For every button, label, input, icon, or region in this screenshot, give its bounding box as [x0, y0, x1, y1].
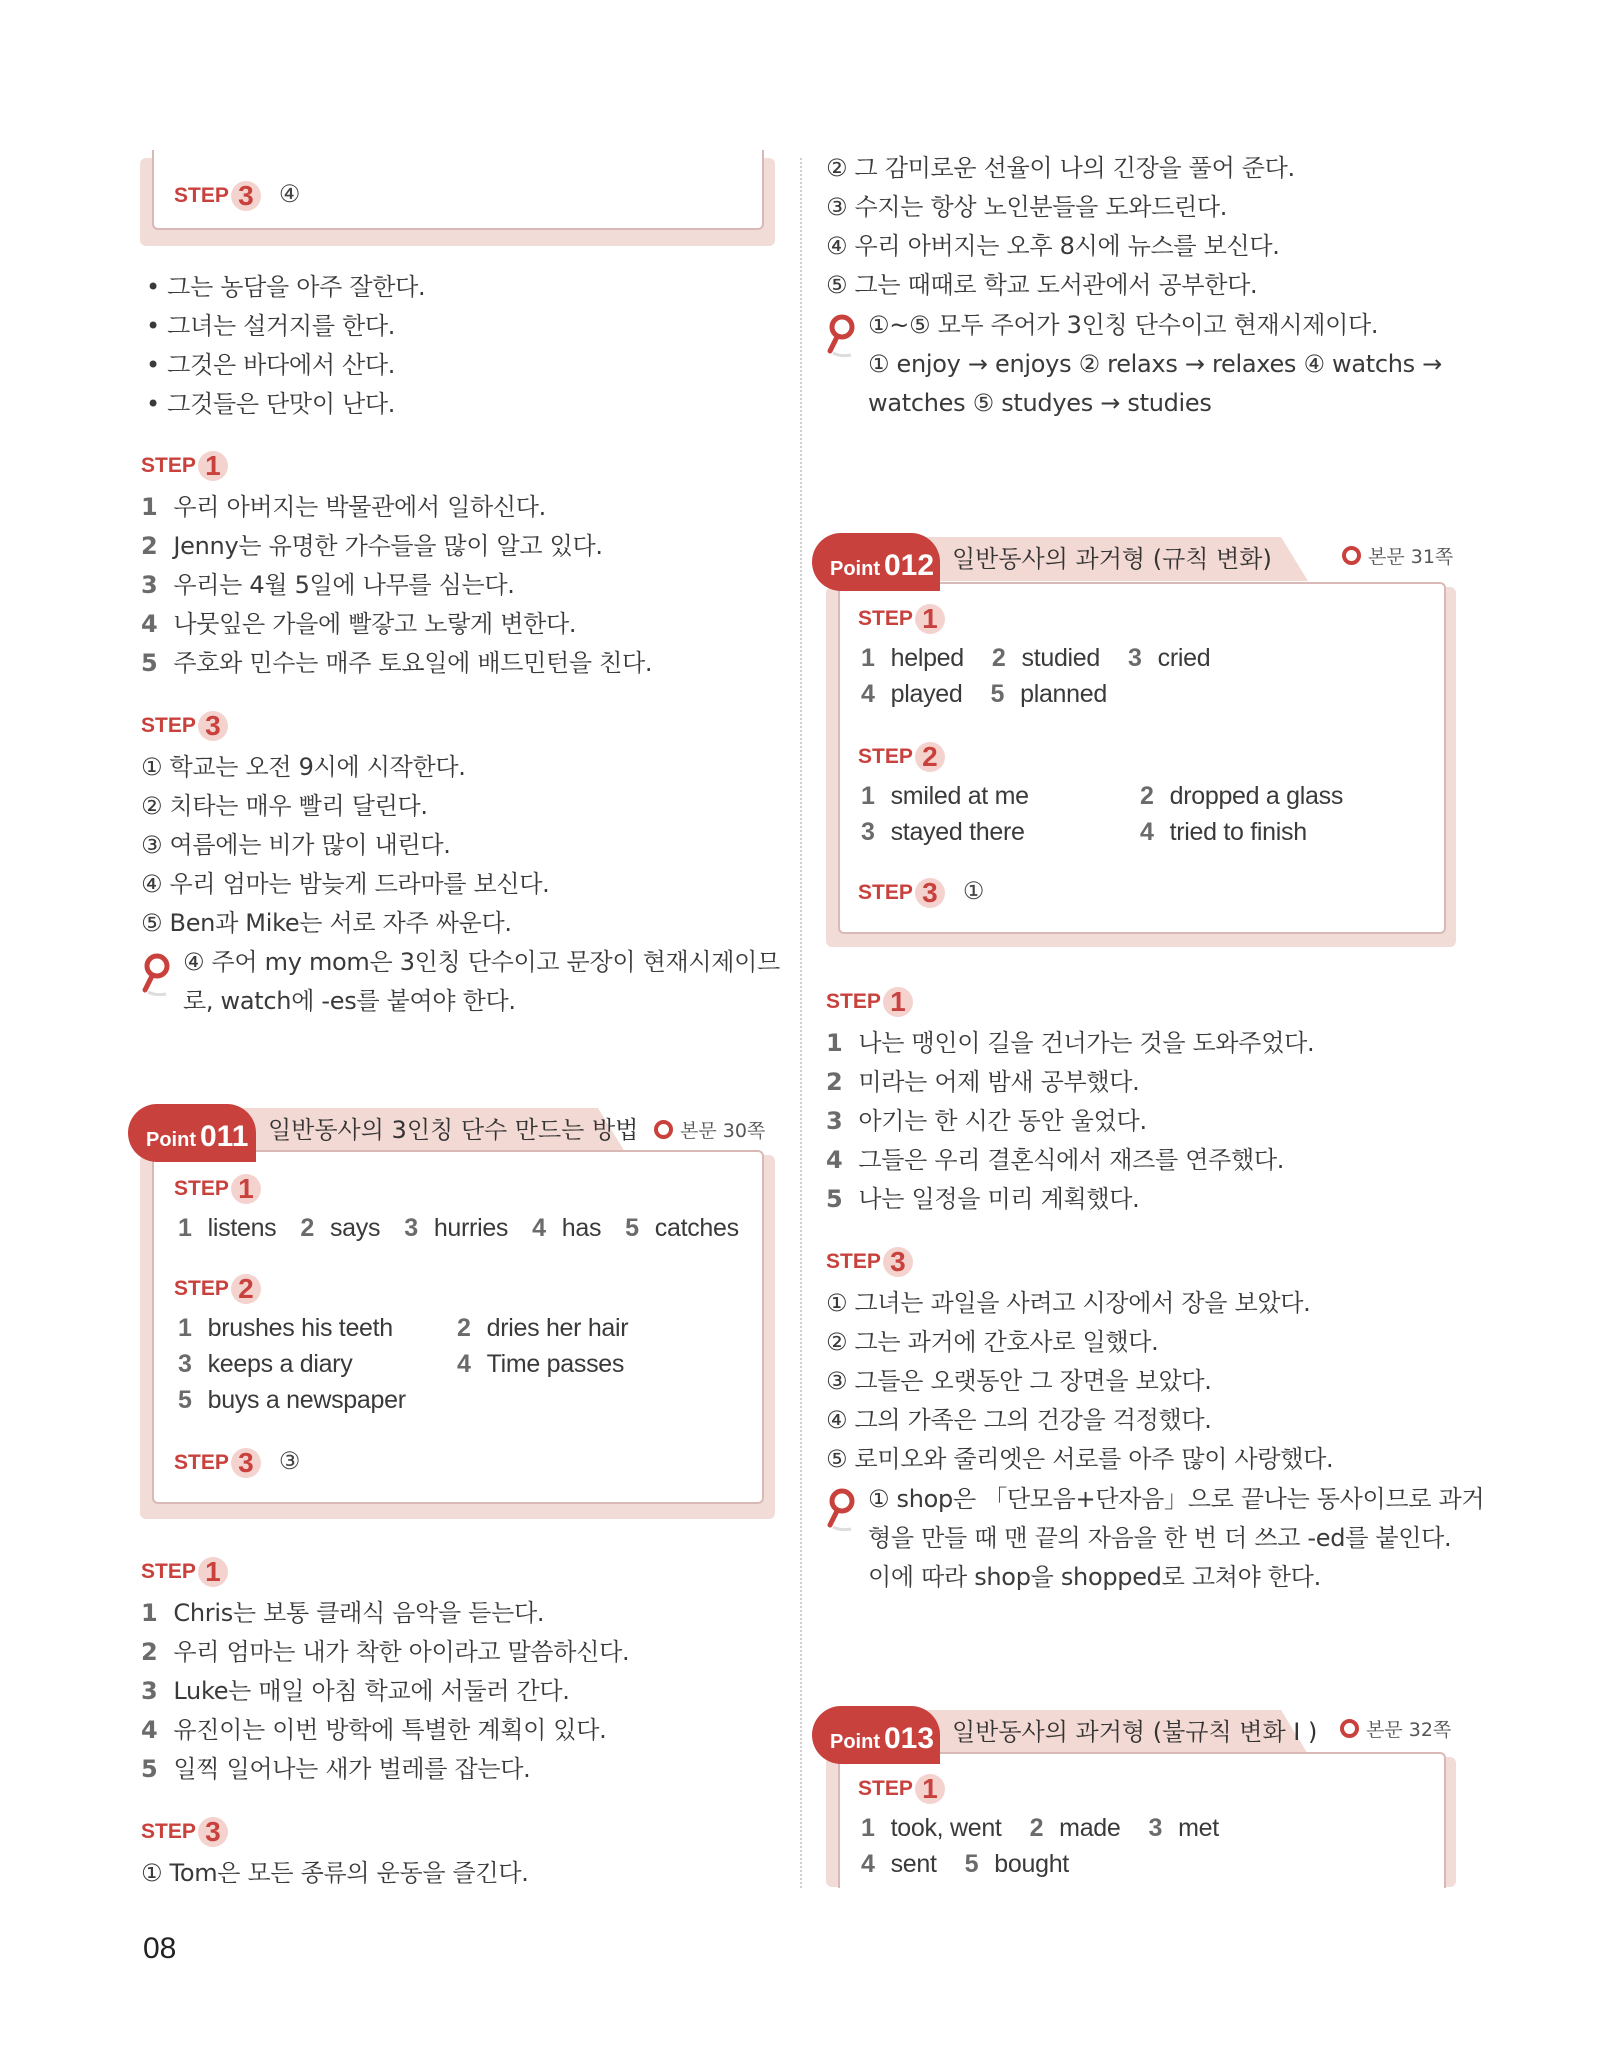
bullet-item: • 그녀는 설거지를 한다.	[146, 312, 396, 340]
step-heading: STEP 3	[826, 1245, 913, 1279]
bullet-ring-icon	[1340, 1719, 1359, 1738]
answer-item: 2 dropped a glass	[1140, 782, 1344, 810]
answer-row: 1 took, went 2 made 3 met	[861, 1814, 1219, 1842]
answer-item: 2 dries her hair	[457, 1314, 629, 1342]
list-item: 3 Luke는 매일 아침 학교에 서둘러 간다.	[141, 1677, 570, 1705]
magnifier-icon	[825, 313, 859, 359]
list-item: ⑤ Ben과 Mike는 서로 자주 싸운다.	[141, 909, 512, 937]
list-item: 1 Chris는 보통 클래식 음악을 듣는다.	[141, 1599, 545, 1627]
list-item: 2 미라는 어제 밤새 공부했다.	[826, 1068, 1140, 1096]
list-item: ⑤ 로미오와 줄리엣은 서로를 아주 많이 사랑했다.	[826, 1445, 1334, 1473]
explanation-line: ①~⑤ 모두 주어가 3인칭 단수이고 현재시제이다.	[868, 311, 1379, 339]
step-heading: STEP 2	[174, 1272, 261, 1306]
step-heading: STEP 1	[141, 1555, 228, 1589]
answer-row: 4 played 5 planned	[861, 680, 1107, 708]
step-heading: STEP 3 ①	[858, 877, 985, 909]
answer-item: 5 buys a newspaper	[178, 1386, 406, 1414]
magnifier-icon	[140, 952, 174, 998]
answer-item: 3 keeps a diary	[178, 1350, 353, 1378]
page-reference: 본문 31쪽	[1342, 542, 1453, 572]
point-badge: Point 012	[812, 533, 940, 591]
list-item: ③ 그들은 오랫동안 그 장면을 보았다.	[826, 1367, 1212, 1395]
step-heading: STEP 1	[858, 1772, 945, 1806]
explanation-line: ① enjoy → enjoys ② relaxs → relaxes ④ watchs →	[868, 350, 1442, 378]
answer-value: ③	[278, 1448, 301, 1475]
list-item: 2 Jenny는 유명한 가수들을 많이 알고 있다.	[141, 532, 603, 560]
list-item: ① 학교는 오전 9시에 시작한다.	[141, 753, 466, 781]
step-heading: STEP 1	[826, 985, 913, 1019]
step-heading: STEP 3 ③	[174, 1447, 301, 1479]
list-item: ④ 우리 엄마는 밤늦게 드라마를 보신다.	[141, 870, 550, 898]
explanation-line: 로, watch에 -es를 붙여야 한다.	[183, 987, 516, 1015]
list-item: 3 아기는 한 시간 동안 울었다.	[826, 1107, 1147, 1135]
list-item: ① 그녀는 과일을 사려고 시장에서 장을 보았다.	[826, 1289, 1311, 1317]
answer-item: 1 brushes his teeth	[178, 1314, 393, 1342]
list-item: 4 나뭇잎은 가을에 빨갛고 노랗게 변한다.	[141, 610, 577, 638]
answer-row: 1 helped 2 studied 3 cried	[861, 644, 1211, 672]
bullet-ring-icon	[654, 1120, 673, 1139]
answer-row: 4 sent 5 bought	[861, 1850, 1069, 1878]
list-item: 3 우리는 4월 5일에 나무를 심는다.	[141, 571, 515, 599]
list-item: ① Tom은 모든 종류의 운동을 즐긴다.	[141, 1859, 529, 1887]
bullet-ring-icon	[1342, 546, 1361, 565]
explanation-line: watches ⑤ studyes → studies	[868, 389, 1212, 417]
step-heading: STEP 3	[141, 1815, 228, 1849]
explanation-line: 이에 따라 shop을 shopped로 고쳐야 한다.	[868, 1563, 1321, 1591]
answer-item: 1 smiled at me	[861, 782, 1029, 810]
page-cut-mask	[820, 1888, 1470, 1928]
list-item: 4 그들은 우리 결혼식에서 재즈를 연주했다.	[826, 1146, 1285, 1174]
list-item: ④ 우리 아버지는 오후 8시에 뉴스를 보신다.	[826, 232, 1280, 260]
step-heading: STEP 3	[141, 709, 228, 743]
list-item: 4 유진이는 이번 방학에 특별한 계획이 있다.	[141, 1716, 607, 1744]
answer-value: ④	[278, 181, 301, 208]
list-item: ② 치타는 매우 빨리 달린다.	[141, 792, 428, 820]
step-label: STEP 3 ④	[174, 180, 301, 212]
point-title: 일반동사의 과거형 (규칙 변화)	[952, 545, 1272, 573]
explanation-line: ④ 주어 my mom은 3인칭 단수이고 문장이 현재시제이므	[183, 948, 780, 976]
column-divider	[800, 158, 802, 1888]
list-item: ③ 여름에는 비가 많이 내린다.	[141, 831, 451, 859]
list-item: ③ 수지는 항상 노인분들을 도와드린다.	[826, 193, 1228, 221]
answer-item: 3 stayed there	[861, 818, 1025, 846]
bullet-item: • 그것들은 단맛이 난다.	[146, 390, 396, 418]
page-number: 08	[143, 1932, 177, 1965]
point-badge: Point 013	[812, 1706, 940, 1764]
list-item: ④ 그의 가족은 그의 건강을 걱정했다.	[826, 1406, 1212, 1434]
point-title: 일반동사의 3인칭 단수 만드는 방법	[268, 1116, 639, 1144]
step-heading: STEP 1	[141, 449, 228, 483]
list-item: ⑤ 그는 때때로 학교 도서관에서 공부한다.	[826, 271, 1258, 299]
list-item: 5 일찍 일어나는 새가 벌레를 잡는다.	[141, 1755, 531, 1783]
list-item: 1 나는 맹인이 길을 건너가는 것을 도와주었다.	[826, 1029, 1315, 1057]
answer-value: ①	[962, 878, 985, 905]
answer-item: 4 tried to finish	[1140, 818, 1307, 846]
list-item: 2 우리 엄마는 내가 착한 아이라고 말씀하신다.	[141, 1638, 630, 1666]
step-heading: STEP 1	[858, 602, 945, 636]
list-item: 5 나는 일정을 미리 계획했다.	[826, 1185, 1140, 1213]
magnifier-icon	[825, 1487, 859, 1533]
list-item: ② 그 감미로운 선율이 나의 긴장을 풀어 준다.	[826, 154, 1295, 182]
step-heading: STEP 2	[858, 740, 945, 774]
answer-item: 4 Time passes	[457, 1350, 625, 1378]
list-item: 5 주호와 민수는 매주 토요일에 배드민턴을 친다.	[141, 649, 653, 677]
point-badge: Point 011	[128, 1104, 256, 1162]
bullet-item: • 그는 농담을 아주 잘한다.	[146, 273, 426, 301]
step-heading: STEP 1	[174, 1172, 261, 1206]
list-item: ② 그는 과거에 간호사로 일했다.	[826, 1328, 1159, 1356]
answer-row: 1 listens 2 says 3 hurries 4 has 5 catches	[178, 1214, 739, 1242]
point-title: 일반동사의 과거형 (불규칙 변화 I )	[952, 1718, 1318, 1746]
page-reference: 본문 30쪽	[654, 1116, 765, 1146]
bullet-item: • 그것은 바다에서 산다.	[146, 351, 396, 379]
page-reference: 본문 32쪽	[1340, 1715, 1451, 1745]
list-item: 1 우리 아버지는 박물관에서 일하신다.	[141, 493, 546, 521]
explanation-line: 형을 만들 때 맨 끝의 자음을 한 번 더 쓰고 -ed를 붙인다.	[868, 1524, 1452, 1552]
explanation-line: ① shop은 「단모음+단자음」으로 끝나는 동사이므로 과거	[868, 1485, 1485, 1513]
